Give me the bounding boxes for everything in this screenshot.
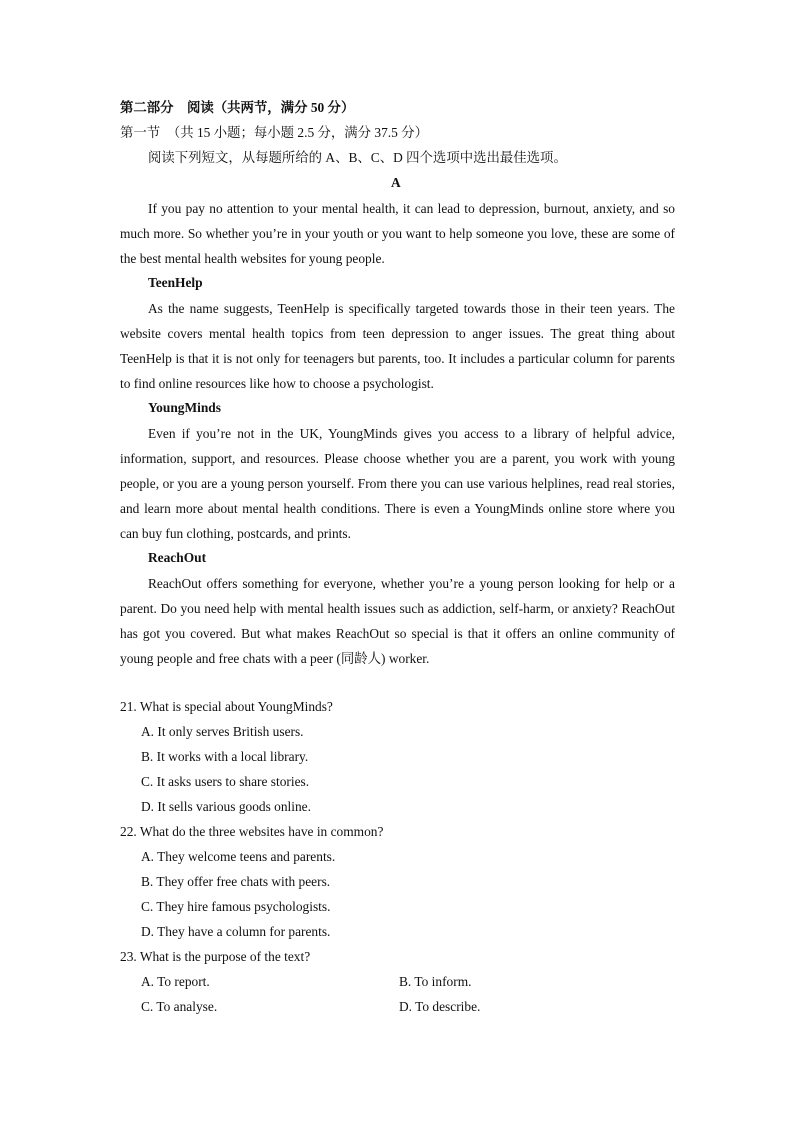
question-22-option-a: A. They welcome teens and parents. xyxy=(141,849,336,864)
instruction: 阅读下列短文，从每题所给的 A、B、C、D 四个选项中选出最佳选项。 xyxy=(148,150,567,165)
section-heading: 第一节 （共 15 小题；每小题 2.5 分，满分 37.5 分） xyxy=(120,125,428,140)
site-heading-youngminds: YoungMinds xyxy=(148,400,221,415)
question-22-option-c: C. They hire famous psychologists. xyxy=(141,899,331,914)
question-21-option-c: C. It asks users to share stories. xyxy=(141,774,310,789)
question-22-stem: 22. What do the three websites have in common? xyxy=(120,824,384,839)
question-21-option-a: A. It only serves British users. xyxy=(141,724,304,739)
question-22-option-b: B. They offer free chats with peers. xyxy=(141,874,331,889)
question-22-option-d: D. They have a column for parents. xyxy=(141,924,331,939)
question-21-option-b: B. It works with a local library. xyxy=(141,749,309,764)
part-heading: 第二部分 阅读（共两节，满分 50 分） xyxy=(120,100,355,115)
question-23-option-c: C. To analyse. xyxy=(141,999,218,1014)
passage-intro: If you pay no attention to your mental health, it can lead to depression, burnout, anxiety, and so much more. So whether you’re in your youth or you want to help someone you love, these are some of the best mental health websites for young people. xyxy=(120,201,675,266)
passage-label: A xyxy=(391,175,401,190)
question-23-stem: 23. What is the purpose of the text? xyxy=(120,949,311,964)
question-23-option-b: B. To inform. xyxy=(399,974,472,989)
site-paragraph-teenhelp: As the name suggests, TeenHelp is specifically targeted towards those in their teen years. The website covers mental health topics from teen depression to anger issues. The great thing about TeenHelp is that it is not only for teenagers but parents, too. It includes a particular column for parents to find online resources like how to choose a psychologist. xyxy=(120,301,675,391)
question-21-option-d: D. It sells various goods online. xyxy=(141,799,311,814)
question-23-option-d: D. To describe. xyxy=(399,999,481,1014)
site-paragraph-youngminds: Even if you’re not in the UK, YoungMinds gives you access to a library of helpful advice, information, support, and resources. Please choose whether you are a parent, you work with young people, or you are a young person yourself. From there you can use various helplines, read real stories, and learn more about mental health conditions. There is even a YoungMinds online store where you can buy fun clothing, postcards, and prints. xyxy=(120,426,675,541)
site-heading-reachout: ReachOut xyxy=(148,550,207,565)
question-23-option-a: A. To report. xyxy=(141,974,210,989)
site-paragraph-reachout: ReachOut offers something for everyone, whether you’re a young person looking for help or a parent. Do you need help with mental health issues such as addiction, self-harm, or anxiety? ReachOut has got you covered. But what makes ReachOut so special is that it offers an online community of young people and free chats with a peer (同龄人) worker. xyxy=(120,576,675,666)
question-21-stem: 21. What is special about YoungMinds? xyxy=(120,699,333,714)
site-heading-teenhelp: TeenHelp xyxy=(148,275,203,290)
